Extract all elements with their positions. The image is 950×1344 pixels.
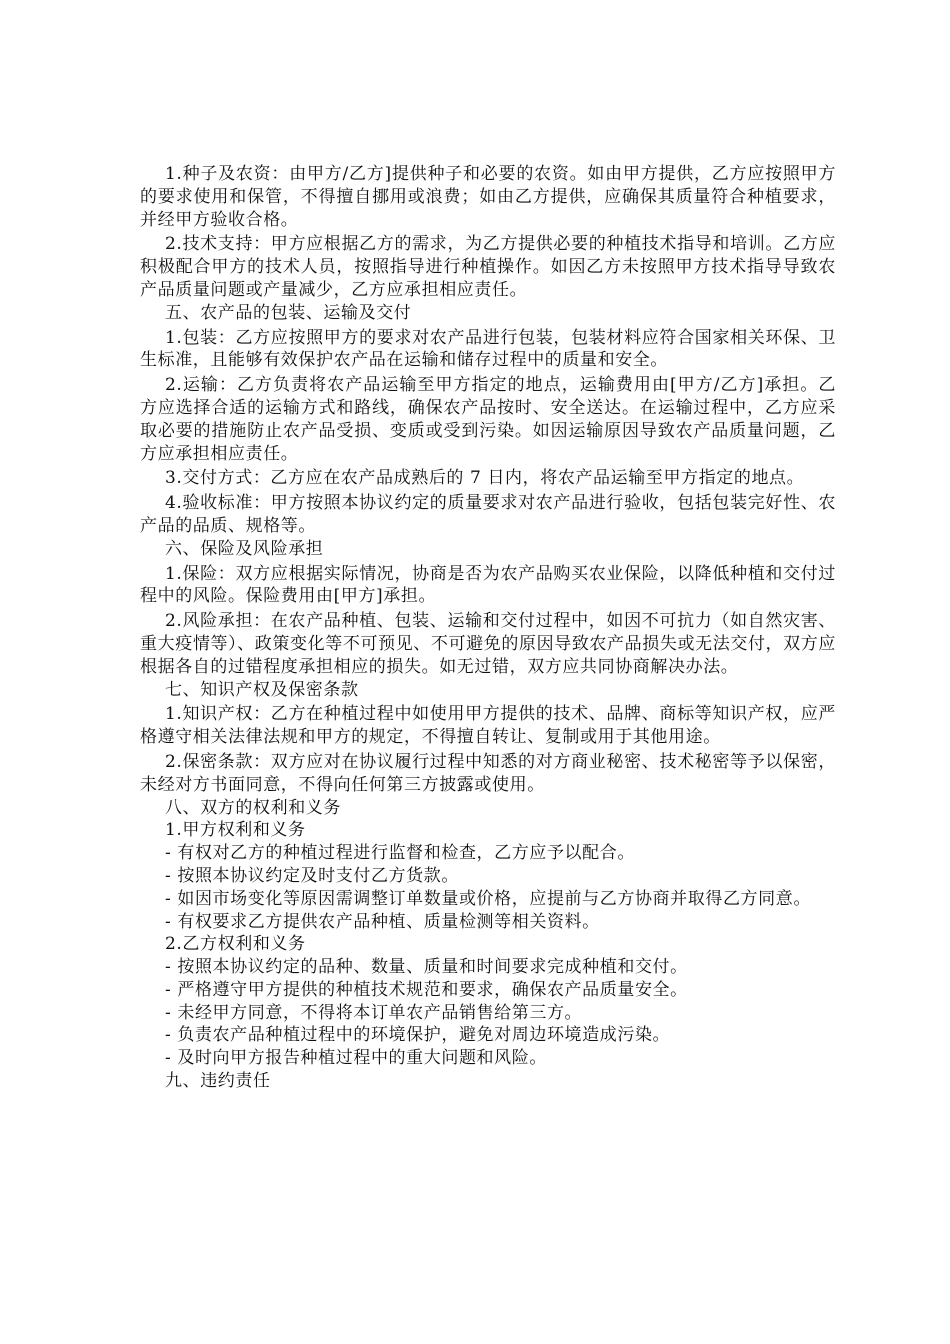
list-item: - 有权对乙方的种植过程进行监督和检查，乙方应予以配合。: [165, 843, 635, 864]
list-item: - 及时向甲方报告种植过程中的重大问题和风险。: [165, 1048, 547, 1069]
clause-transport: 2.运输：乙方负责将农产品运输至甲方指定的地点，运输费用由[甲方/乙方]承担。乙方应选择合适的运输方式和路线，确保农产品按时、安全送达。在运输过程中，乙方应采取必要的措施防止农产品受损、变质或受到污染。如因运输原因导致农产品质量问题，乙方应承担相应责任。: [140, 375, 836, 464]
list-item: - 负责农产品种植过程中的环境保护，避免对周边环境造成污染。: [165, 1025, 671, 1046]
section-heading-6: 六、保险及风险承担: [165, 538, 324, 559]
clause-seeds-inputs: 1.种子及农资：由甲方/乙方]提供种子和必要的农资。如由甲方提供，乙方应按照甲方的要求使用和保管，不得擅自挪用或浪费；如由乙方提供，应确保其质量符合种植要求，并经甲方验收合格。: [140, 164, 836, 230]
subheading-party-b: 2.乙方权利和义务: [165, 934, 306, 955]
clause-delivery-method: 3.交付方式：乙方应在农产品成熟后的 7 日内，将农产品运输至甲方指定的地点。: [165, 468, 805, 489]
section-heading-7: 七、知识产权及保密条款: [165, 679, 359, 700]
list-item: - 有权要求乙方提供农产品种植、质量检测等相关资料。: [165, 911, 600, 932]
section-heading-8: 八、双方的权利和义务: [165, 797, 341, 818]
section-heading-5: 五、农产品的包装、运输及交付: [165, 302, 412, 323]
list-item: - 未经甲方同意，不得将本订单农产品销售给第三方。: [165, 1002, 583, 1023]
list-item: - 按照本协议约定的品种、数量、质量和时间要求完成种植和交付。: [165, 957, 688, 978]
clause-acceptance-standard: 4.验收标准：甲方按照本协议约定的质量要求对农产品进行验收，包括包装完好性、农产品的品质、规格等。: [140, 493, 836, 536]
clause-risk-bearing: 2.风险承担：在农产品种植、包装、运输和交付过程中，如因不可抗力（如自然灾害、重大疫情等）、政策变化等不可预见、不可避免的原因导致农产品损失或无法交付，双方应根据各自的过错程度承担相应的损失。如无过错，双方应共同协商解决办法。: [140, 611, 836, 677]
list-item: - 按照本协议约定及时支付乙方货款。: [165, 865, 459, 886]
document-body: [140, 163, 836, 1093]
list-item: - 严格遵守甲方提供的种植技术规范和要求，确保农产品质量安全。: [165, 979, 688, 1000]
clause-intellectual-property: 1.知识产权：乙方在种植过程中如使用甲方提供的技术、品牌、商标等知识产权，应严格遵守相关法律法规和甲方的规定，不得擅自转让、复制或用于其他用途。: [140, 704, 836, 748]
subheading-party-a: 1.甲方权利和义务: [165, 820, 306, 841]
clause-technical-support: 2.技术支持：甲方应根据乙方的需求，为乙方提供必要的种植技术指导和培训。乙方应积极配合甲方的技术人员，按照指导进行种植操作。如因乙方未按照甲方技术指导导致农产品质量问题或产量减少，乙方应承担相应责任。: [140, 234, 836, 300]
clause-insurance: 1.保险：双方应根据实际情况，协商是否为农产品购买农业保险，以降低种植和交付过程中的风险。保险费用由[甲方]承担。: [140, 563, 836, 607]
clause-confidentiality: 2.保密条款：双方应对在协议履行过程中知悉的对方商业秘密、技术秘密等予以保密，未经对方书面同意，不得向任何第三方披露或使用。: [140, 751, 836, 795]
list-item: - 如因市场变化等原因需调整订单数量或价格，应提前与乙方协商并取得乙方同意。: [165, 888, 811, 909]
clause-packaging: 1.包装：乙方应按照甲方的要求对农产品进行包装，包装材料应符合国家相关环保、卫生标准，且能够有效保护农产品在运输和储存过程中的质量和安全。: [140, 327, 836, 371]
section-heading-9: 九、违约责任: [165, 1071, 271, 1092]
